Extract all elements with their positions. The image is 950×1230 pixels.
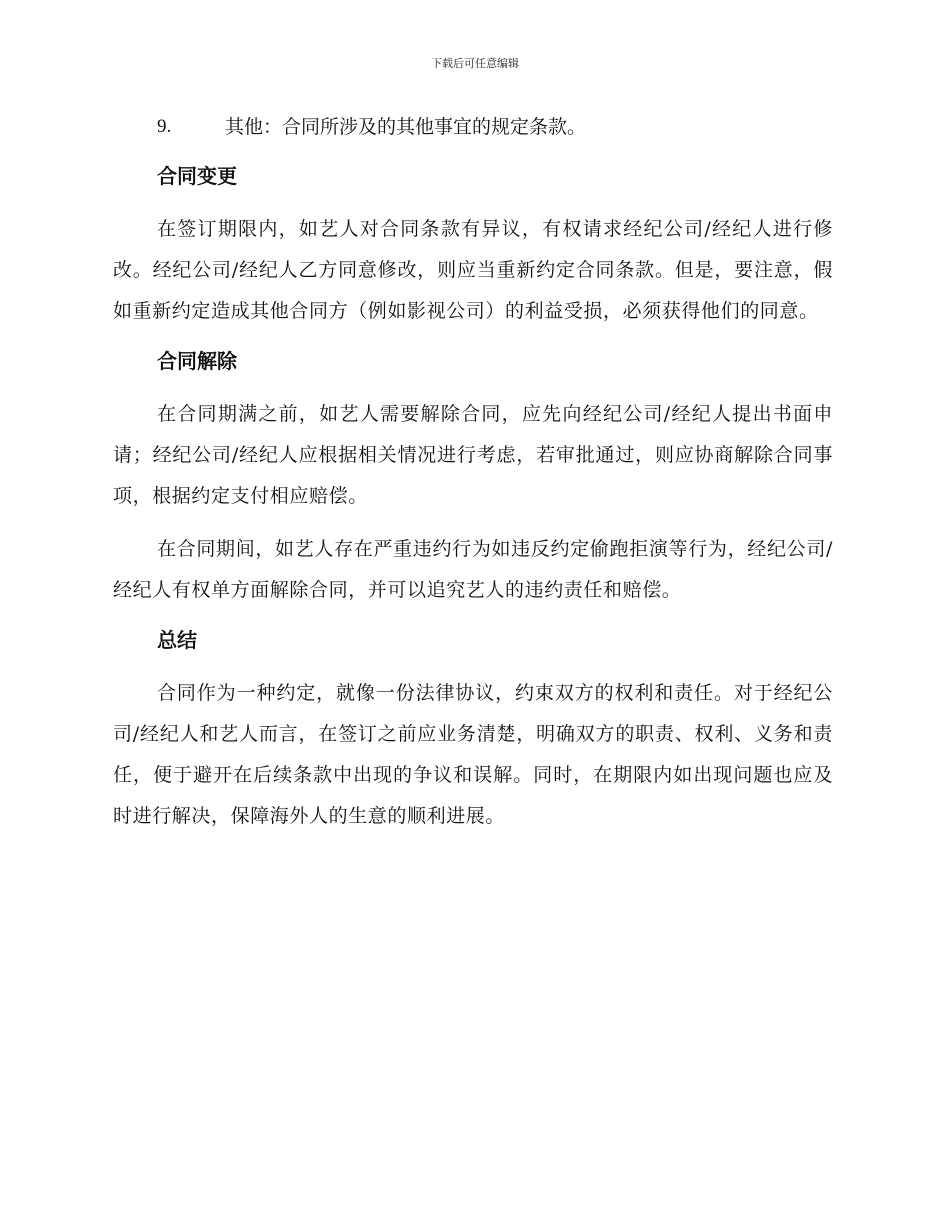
section-contract-termination bbox=[113, 344, 833, 611]
section-heading: 总结 bbox=[157, 628, 197, 652]
list-item-9 bbox=[113, 110, 833, 144]
section-summary bbox=[113, 623, 833, 837]
paragraph: 合同作为一种约定，就像一份法律协议，约束双方的权利和责任。对于经纪公司/经纪人和艺人而言，在签订之前应业务清楚，明确双方的职责、权利、义务和责任，便于避开在后续条款中出现的争议和误解。同时，在期限内如出现问题也应及时进行解决，保障海外人的生意的顺利进展。 bbox=[113, 682, 833, 827]
section-contract-change bbox=[113, 159, 833, 332]
paragraph: 在合同期间，如艺人存在严重违约行为如违反约定偷跑拒演等行为，经纪公司/经纪人有权单方面解除合同，并可以追究艺人的违约责任和赔偿。 bbox=[113, 538, 833, 601]
document-body bbox=[113, 110, 833, 849]
section-heading: 合同变更 bbox=[157, 164, 237, 188]
list-item-text: 其他：合同所涉及的其他事宜的规定条款。 bbox=[225, 116, 587, 138]
section-heading: 合同解除 bbox=[157, 349, 237, 373]
paragraph: 在合同期满之前，如艺人需要解除合同，应先向经纪公司/经纪人提出书面申请；经纪公司/经纪人应根据相关情况进行考虑，若审批通过，则应协商解除合同事项，根据约定支付相应赔偿。 bbox=[113, 403, 833, 507]
paragraph: 在签订期限内，如艺人对合同条款有异议，有权请求经纪公司/经纪人进行修改。经纪公司/经纪人乙方同意修改，则应当重新约定合同条款。但是，要注意，假如重新约定造成其他合同方（例如影视公司）的利益受损，必须获得他们的同意。 bbox=[113, 218, 833, 322]
page-header: 下载后可任意编辑 bbox=[431, 57, 519, 70]
list-item-number: 9. bbox=[157, 116, 172, 137]
